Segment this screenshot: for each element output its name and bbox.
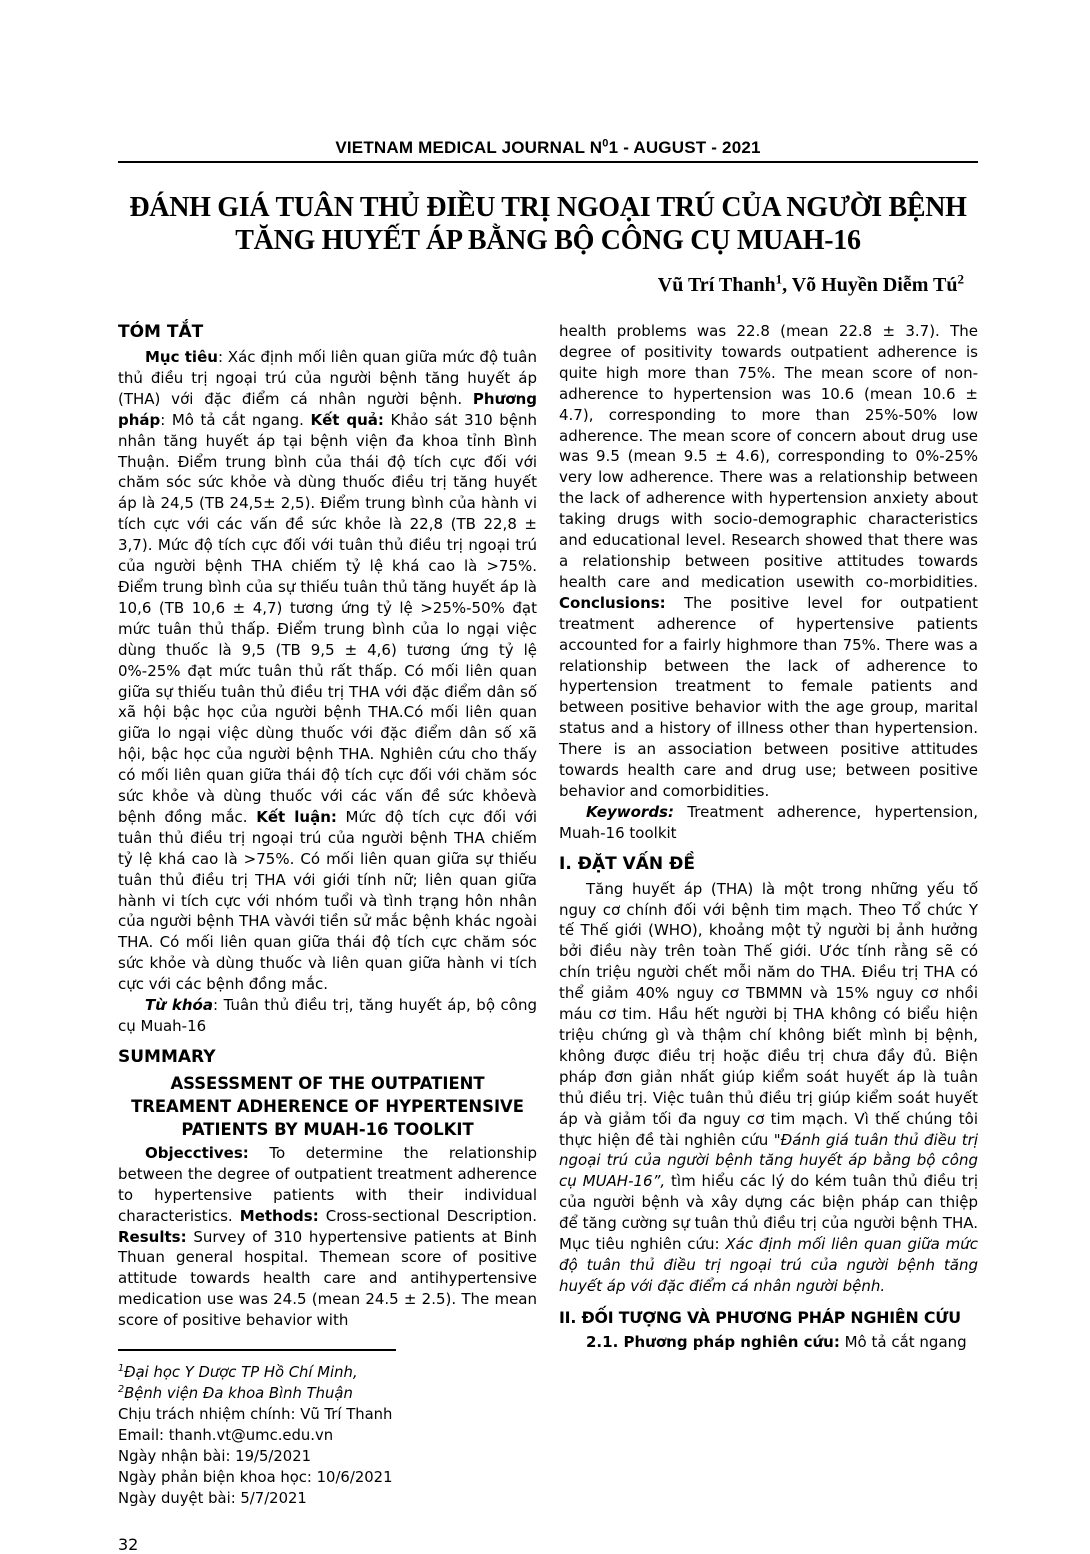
right-column: [559, 321, 978, 1509]
tomtat-abstract: Mục tiêu: Xác định mối liên quan giữa mức độ tuân thủ điều trị ngoại trú của người bệnh tăng huyết áp (THA) với đặc điểm cá nhân người bệnh. Phương pháp: Mô tả cắt ngang. Kết quả: Khảo sát 310 bệnh nhân tăng huyết áp tại bệnh viện đa khoa tỉnh Bình Thuận. Điểm trung bình của thái độ tích cực đối với chăm sóc sức khỏe và dùng thuốc điều trị tăng huyết áp là 24,5 (TB 24,5± 2,5). Điểm trung bình của hành vi tích cực với các vấn đề sức khỏe là 22,8 (TB 22,8 ± 3,7). Mức độ tích cực đối với tuân thủ điều trị ngoại trú của người bệnh THA chiếm tỷ lệ khá cao là >75%. Điểm trung bình của sự thiếu tuân thủ tăng huyết áp là 10,6 (TB 10,6 ± 4,7) tương ứng tỷ lệ >25%-50% đạt mức tuân thủ thấp. Điểm trung bình của lo ngại việc dùng thuốc là 9,5 (TB 9,5 ± 4,6) tương ứng tỷ lệ 0%-25% đạt mức tuân thủ rất thấp. Có mối liên quan giữa sự thiếu tuân thủ điều trị THA với đặc điểm dân số xã hội bậc học của người bệnh THA.Có mối liên quan giữa lo ngại việc dùng thuốc với đặc điểm dân số xã hội, bậc học của người bệnh THA. Nghiên cứu cho thấy có mối liên quan giữa thái độ tích cực đối với chăm sóc sức khỏe và dùng thuốc với các vấn đề sức khỏevà bệnh đồng mắc. Kết luận: Mức độ tích cực đối với tuân thủ điều trị ngoại trú của người bệnh THA chiếm tỷ lệ khá cao là >75%. Có mối liên quan giữa sự thiếu tuân thủ điều trị THA với giới tính nữ; liên quan giữa hành vi tích cực với nhóm tuổi và tình trạng hôn nhân của người bệnh THA vàvới tiền sử mắc bệnh khác ngoài THA. Có mối liên quan giữa thái độ tích cực chăm sóc sức khỏe và dùng thuốc và liên quan giữa hành vi tích cực với các bệnh đồng mắc.: [118, 348, 537, 994]
summary-subtitle: ASSESSMENT OF THE OUTPATIENT TREAMENT ADHERENCE OF HYPERTENSIVE PATIENTS BY MUAH-16 TOOLKIT: [131, 1073, 524, 1139]
footnote-responsible: Chịu trách nhiệm chính: Vũ Trí Thanh: [118, 1406, 393, 1424]
tomtat-keywords: Từ khóa: Tuân thủ điều trị, tăng huyết áp, bộ công cụ Muah-16: [118, 996, 537, 1035]
page-header: [118, 138, 978, 163]
section1-heading: I. ĐẶT VẤN ĐỀ: [559, 853, 695, 874]
summary-abstract-right: health problems was 22.8 (mean 22.8 ± 3.7). The degree of positivity towards outpatient adherence is quite high more than 75%. The mean score of non-adherence to hypertension was 10.6 (mean 10.6 ± 4.7), corresponding to more than 25%-50% low adherence. The mean score of concern about drug use was 9.5 (mean 9.5 ± 4.6), corresponding to 0%-25% very low adherence. There was a relationship between the lack of adherence with hypertension anxiety about taking drugs with socio-demographic characteristics and educational level. Research showed that there was a relationship between positive attitudes towards health care and medication usewith co-morbidities. Conclusions: The positive level for outpatient treatment adherence of hypertensive patients accounted for a fairly highmore than 75%. There was a relationship between the lack of adherence to hypertension treatment to female patients and between positive behavior with the age group, marital status and a history of illness other than hypertension. There is an association between positive attitudes towards health care and drug use; between positive behavior and comorbidities.: [559, 322, 978, 800]
article-title: [118, 191, 978, 257]
footnote-review-date: Ngày phản biện khoa học: 10/6/2021: [118, 1469, 393, 1487]
footnote-received-date: Ngày nhận bài: 19/5/2021: [118, 1448, 312, 1466]
page-number: 32: [118, 1535, 139, 1554]
left-column: [118, 321, 537, 1509]
footnote-block: [118, 1349, 537, 1509]
footnote-affiliation-1: $^1$Đại học Y Dược TP Hồ Chí Minh,: [118, 1363, 358, 1382]
journal-header-text: VIETNAM MEDICAL JOURNAL $N^01$ - AUGUST - 2021: [335, 137, 761, 157]
section2-1-line: 2.1. Phương pháp nghiên cứu: Mô tả cắt ngang: [586, 1332, 967, 1351]
footnote-affiliation-2: $^2$Bệnh viện Đa khoa Bình Thuận: [118, 1384, 353, 1403]
tomtat-heading: TÓM TẮT: [118, 322, 204, 342]
authors-line: Vũ Trí Thanh$^1$, Võ Huyền Diễm $Tú^2$: [657, 271, 964, 296]
keywords-line: Keywords: Treatment adherence, hypertension, Muah-16 toolkit: [559, 802, 978, 842]
section1-paragraph: Tăng huyết áp (THA) là một trong những yếu tố nguy cơ chính đối với bệnh tim mạch. Theo Tổ chức Y tế Thế giới (WHO), khoảng một tỷ người bị ảnh hưởng bởi điều này trên toàn Thế giới. Ước tính rằng sẽ có chín triệu người chết mỗi năm do THA. Điều trị THA có thể giảm 40% nguy cơ TBMMN và 15% nguy cơ nhồi máu cơ tim. Hầu hết người bị THA không có biểu hiện triệu chứng gì và thậm chí không biết mình bị bệnh, không được điều trị hoặc điều trị chưa đầy đủ. Biện pháp đơn giản nhất giúp kiểm soát huyết áp là tuân thủ điều trị. Việc tuân thủ điều trị giúp kiểm soát huyết áp và giảm tối đa nguy cơ tim mạch. Vì thế chúng tôi thực hiện đề tài nghiên cứu "Đánh giá tuân thủ điều trị ngoại trú của người bệnh tăng huyết áp bằng bộ công cụ MUAH-16”, tìm hiểu các lý do kém tuân thủ điều trị của người bệnh và xây dựng các biện pháp can thiệp để tăng cường sự tuân thủ điều trị của người bệnh THA. Mục tiêu nghiên cứu: Xác định mối liên quan giữa mức độ tuân thủ điều trị ngoại trú của người bệnh tăng huyết áp với đặc điểm cá nhân người bệnh.: [559, 879, 979, 1295]
summary-abstract-left: Objecctives: To determine the relationship between the degree of outpatient treatment adherence to hypertensive patients with their individual characteristics. Methods: Cross-sectional Description. Results: Survey of 310 hypertensive patients at Binh Thuan general hospital. Themean score of positive attitude towards health care and antihypertensive medication use was 24.5 (mean 24.5 ± 2.5). The mean score of positive behavior with: [118, 1143, 537, 1330]
article-title-line2: TĂNG HUYẾT ÁP BẰNG BỘ CÔNG CỤ MUAH-16: [235, 225, 861, 256]
footnote-accepted-date: Ngày duyệt bài: 5/7/2021: [118, 1490, 307, 1508]
section2-heading: II. ĐỐI TƯỢNG VÀ PHƯƠNG PHÁP NGHIÊN CỨU: [559, 1307, 961, 1327]
summary-heading: SUMMARY: [118, 1046, 216, 1067]
footnote-rule: [118, 1349, 396, 1351]
footnote-email: Email: thanh.vt@umc.edu.vn: [118, 1427, 334, 1445]
article-columns: [118, 321, 978, 1509]
article-title-line1: ĐÁNH GIÁ TUÂN THỦ ĐIỀU TRỊ NGOẠI TRÚ CỦA NGƯỜI BỆNH: [129, 192, 967, 223]
header-rule: [118, 161, 978, 163]
